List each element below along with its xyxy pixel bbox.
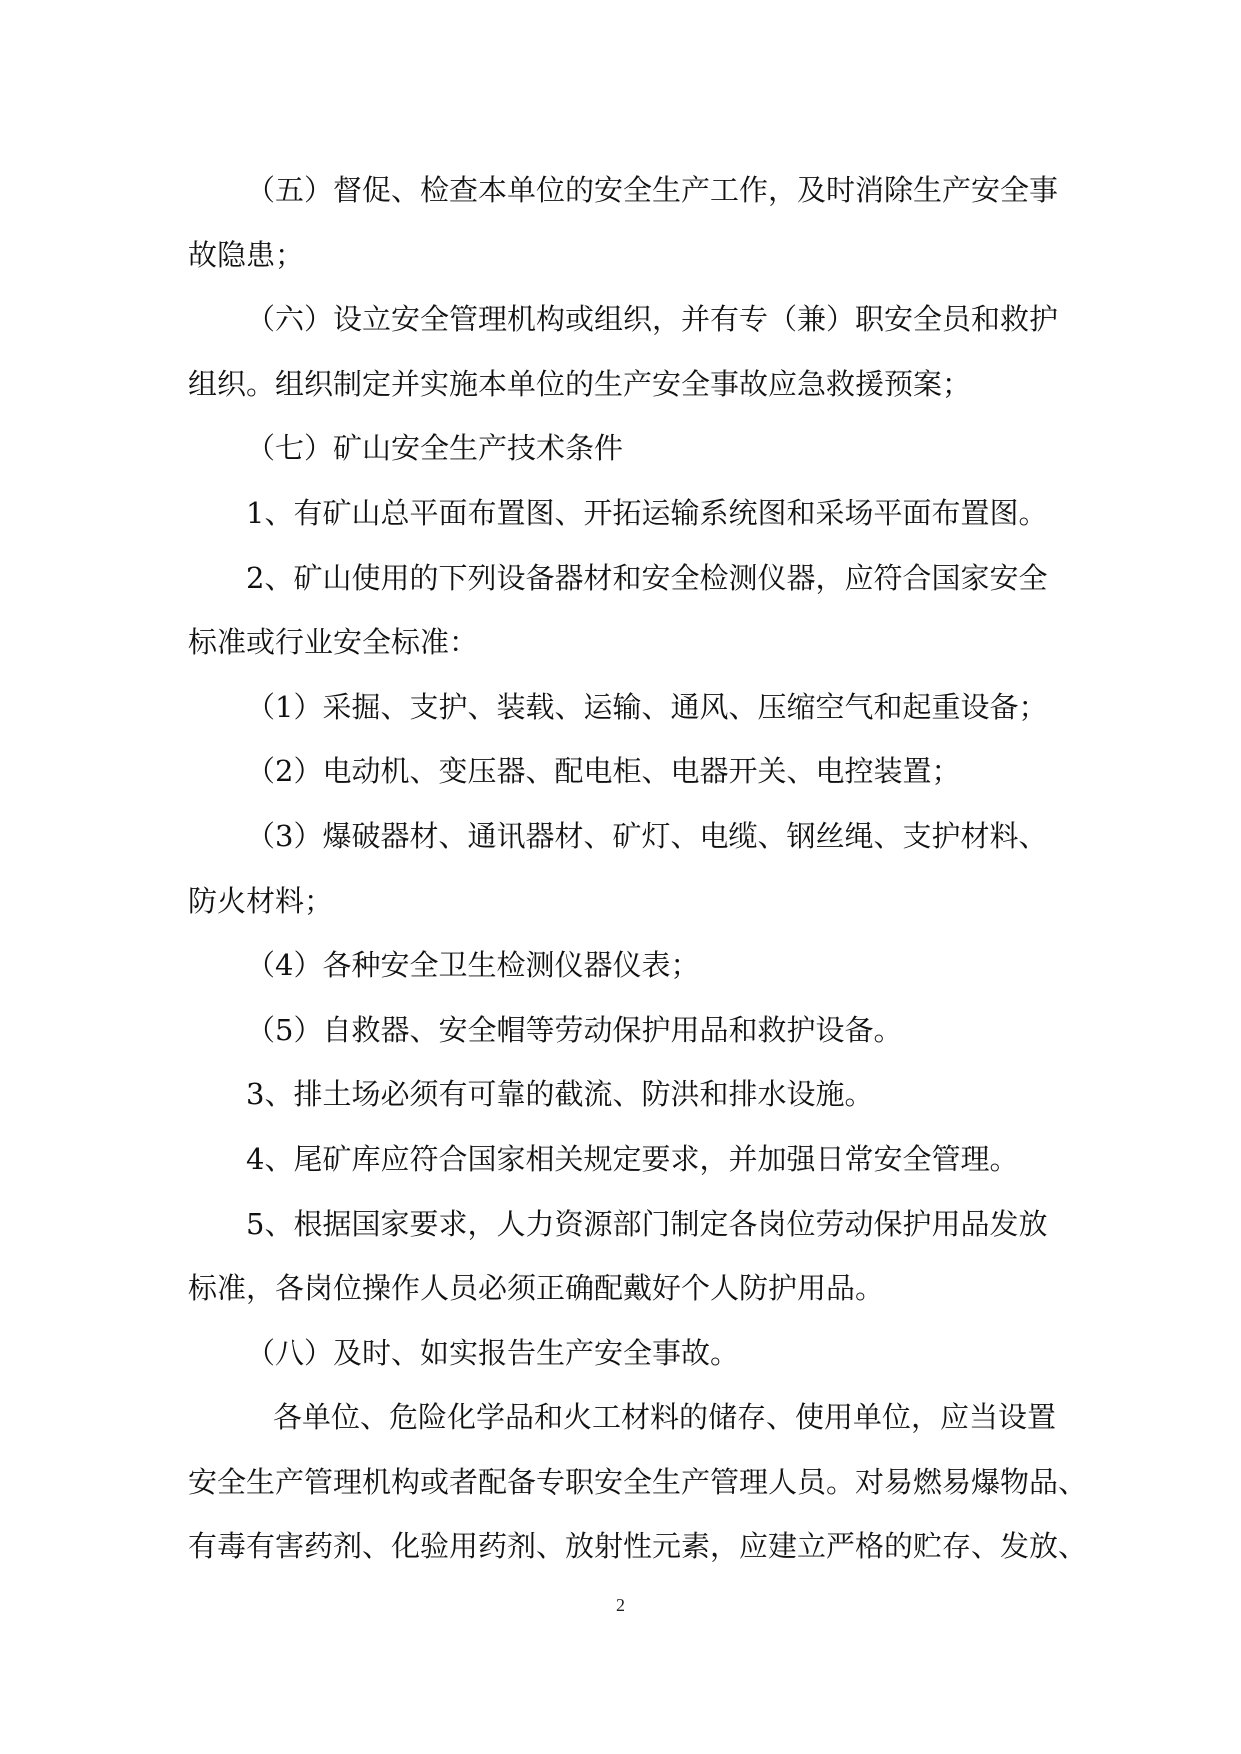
paragraph-line: 1、有矿山总平面布置图、开拓运输系统图和采场平面布置图。 [246,495,1048,530]
paragraph-line: （五）督促、检查本单位的安全生产工作，及时消除生产安全事 [246,173,1059,207]
paragraph-line: 4、尾矿库应符合国家相关规定要求，并加强日常安全管理。 [246,1141,1019,1176]
paragraph-line: 安全生产管理机构或者配备专职安全生产管理人员。对易燃易爆物品、 [188,1464,1088,1499]
paragraph-line: （1）采掘、支护、装载、运输、通风、压缩空气和起重设备； [246,689,1048,724]
paragraph-line: （八）及时、如实报告生产安全事故。 [246,1335,740,1370]
paragraph-line: （5）自救器、安全帽等劳动保护用品和救护设备。 [246,1012,903,1047]
paragraph-line: 标准或行业安全标准： [188,625,479,660]
document-body [188,158,1088,1579]
paragraph-line: 组织。组织制定并实施本单位的生产安全事故应急救援预案； [188,366,972,401]
paragraph-line: 故隐患； [188,237,305,272]
paragraph-line: （4）各种安全卫生检测仪器仪表； [246,948,700,983]
paragraph-line: （七）矿山安全生产技术条件 [246,431,624,466]
paragraph-line: 5、根据国家要求，人力资源部门制定各岗位劳动保护用品发放 [246,1206,1048,1241]
paragraph-line: （2）电动机、变压器、配电柜、电器开关、电控装置； [246,754,961,789]
paragraph-line: 防火材料； [188,883,334,918]
paragraph-line: 2、矿山使用的下列设备器材和安全检测仪器，应符合国家安全 [246,560,1048,595]
paragraph-line: 各单位、危险化学品和火工材料的储存、使用单位，应当设置 [273,1400,1057,1435]
paragraph-line: 有毒有害药剂、化验用药剂、放射性元素，应建立严格的贮存、发放、 [188,1529,1088,1564]
paragraph-line: （3）爆破器材、通讯器材、矿灯、电缆、钢丝绳、支护材料、 [246,818,1048,853]
paragraph-line: （六）设立安全管理机构或组织，并有专（兼）职安全员和救护 [246,302,1059,337]
paragraph-line: 3、排土场必须有可靠的截流、防洪和排水设施。 [246,1077,874,1112]
page-number: 2 [616,1595,625,1615]
paragraph-line: 标准，各岗位操作人员必须正确配戴好个人防护用品。 [188,1271,885,1306]
